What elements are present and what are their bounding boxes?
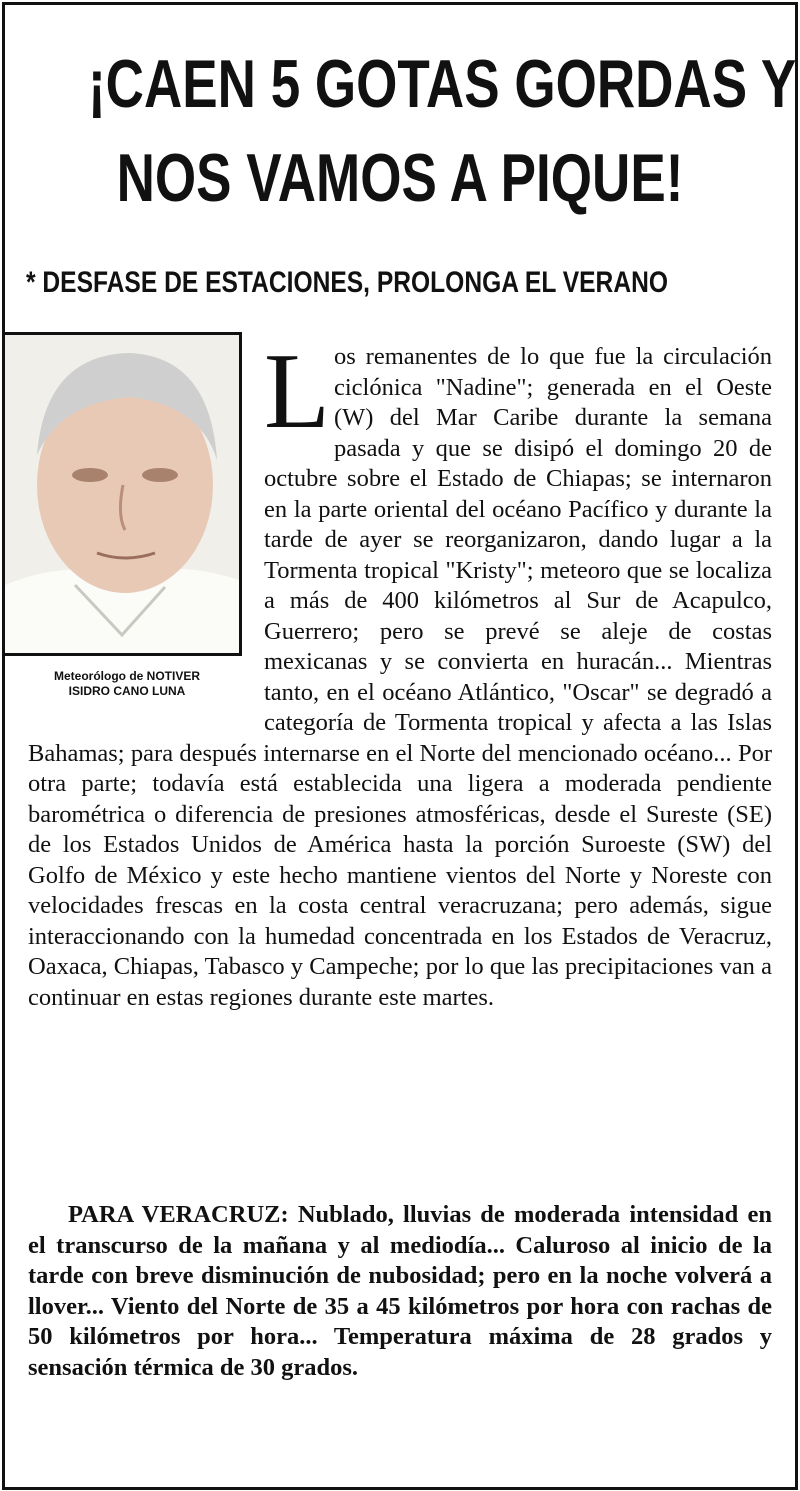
veracruz-forecast: PARA VERACRUZ: Nublado, lluvias de moderada intensidad en el transcurso de la mañana y al mediodía... Caluroso al inicio de la tarde con breve disminución de nubosidad; pero en la noche volverá a llover... Viento del Norte de 35 a 45 kilómetros por hora con rachas de 50 kilómetros por hora... Temperatura máxima de 28 grados y sensación térmica de 30 grados. — [28, 1201, 772, 1381]
photo-wrap-spacer — [28, 342, 264, 714]
article-body — [28, 332, 772, 1013]
subheadline: * DESFASE DE ESTACIONES, PROLONGA EL VERANO — [26, 266, 668, 299]
caption-line-2: ISIDRO CANO LUNA — [68, 684, 186, 698]
caption-line-1: Meteorólogo de NOTIVER — [53, 669, 200, 683]
drop-cap: L — [264, 332, 330, 451]
headline-line-2: NOS VAMOS A PIQUE! — [116, 140, 684, 216]
headline-line-1: ¡CAEN 5 GOTAS GORDAS Y — [88, 46, 797, 122]
article-body-text: os remanentes de lo que fue la circulación ciclónica "Nadine"; generada en el Oeste (W) del Mar Caribe durante la semana pasada y que se disipó el domingo 20 de octubre sobre el Estado de Chiapas; se internaron en la parte oriental del océano Pacífico y durante la tarde de ayer se reorganizaron, dando lugar a la Tormenta tropical "Kristy"; meteoro que se localiza a más de 400 kilómetros al Sur de Acapulco, Guerrero; pero se prevé se aleje de costas mexicanas y se convierta en huracán... Mientras tanto, en el océano Atlántico, "Oscar" se degradó a categoría de Tormenta tropical y afecta a las Islas Bahamas; para después internarse en el Norte del mencionado océano... Por otra parte; todavía está establecida una ligera a moderada pendiente barométrica o diferencia de presiones atmosféricas, desde el Sureste (SE) de los Estados Unidos de América hasta la porción Suroeste (SW) del Golfo de México y este hecho mantiene vientos del Norte y Noreste con velocidades frescas en la costa central veracruzana; pero además, sigue interaccionando con la humedad concentrada en los Estados de Veracruz, Oaxaca, Chiapas, Tabasco y Campeche; por lo que las precipitaciones van a continuar en estas regiones durante este martes. — [28, 343, 772, 1011]
